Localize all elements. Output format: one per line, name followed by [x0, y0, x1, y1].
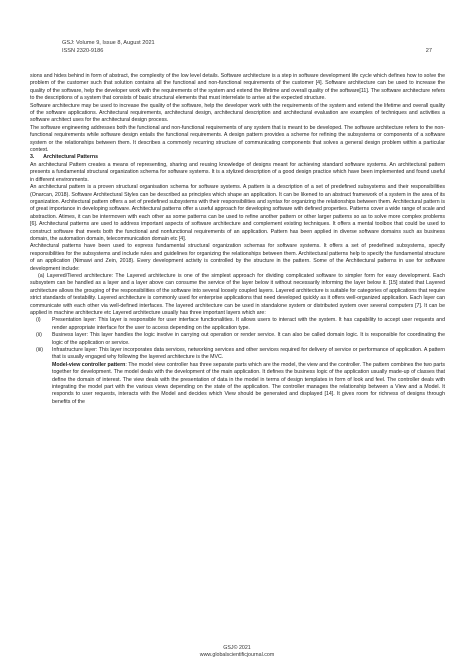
body-paragraph: Software architecture may be used to increase the quality of the software, help the developer work with the requirements of the system and extend the lifetime and overall quality of the software applications. Architectural requirements, architectural design, architectural description and architectural evaluation are examples of techniques and activities a software architect uses for the architectural design process.: [30, 102, 445, 124]
section-heading: [30, 154, 445, 161]
mvc-text: : The model view controller has three separate parts which are the model, the view and the controller. The pattern combines the two parts together for development. The model deals with the development of the main application. It defines the business logic of the application usually made-up of classes that define the domain of interest. The view deals with the presentation of data in the model in terms of design templates in form of look and feel. The controller deals with integrating the model part with the various views depending on the state of the application. The controller manages the relationship between a View and a Model. It responds to user requests, interacts with the Model and decides which View should be generated and displayed [14]. It gives room for richness of designs through benefits of the: [52, 361, 445, 405]
mvc-label: Model-view controller pattern: [52, 361, 126, 368]
body-paragraph: sions and hides behind in form of abstract, the complexity of the low level details. Software architecture is a step in software development life cycle which defines how to solve the problem of the customer such that solution contains all the functional and non-functional requirements of the customer [4]. Software architecture can be used to increase the quality of the software, help the developer work with the requirements of the system and extend the lifetime and overall quality of the software[11]. The software architecture refers to the descriptions of a system that consists of basic structural elements that must interrelate to arrive at the expected structure.: [30, 73, 445, 102]
list-text-body: Infrastructure layer: This layer incorporates data services, networking services and other services required for delivery of service or performance of application. A pattern that is usually engaged why following the layered architecture is the MVC.: [52, 347, 445, 361]
journal-url: www.globalscientificjournal.com: [199, 652, 275, 658]
body-paragraph: An architectural pattern is a proven structural organisation schema for software systems. A pattern is a description of a set of predefined subsystems and their responsibilities (Onarcan, 2018). Software Architectural Styles can be described as principles which shape an application. It can be likened to an abstract framework of a system in the area of its organization. Architectural pattern offers a set of predefined subsystems with their responsibilities and syntax for organizing the relationships between them. Architectural pattern is of great importance in developing software. Architectural patterns offer a useful approach for developing software with defined properties. Patterns cover a wide range of scale and abstraction. Atimes, it can be intermoven with each other as some patterns can be used to refine another pattern or other larger patterns so as to solve more complex problems [6]. Architectural patterns are used to address important aspects of software architecture and complement existing techniques. It offers a mental toolbox that could be used to construct software that meets both the functional and nonfunctional requirements of an application. Pattern has been applied in diverse software domains such as business domain, the automation domain, telecommunication domain etc [4].: [30, 184, 445, 242]
list-item: [30, 317, 445, 332]
copyright: GSJ© 2021: [223, 645, 251, 651]
list-text: Presentation layer: This layer is responsible for user interface functionalities. It allows users to interact with the system. It has capability to accept user requests and render appropriate interface for the user to access depending on the application type.: [52, 317, 445, 331]
article-body: [30, 73, 445, 406]
mvc-paragraph: [52, 362, 445, 406]
page-header: [62, 40, 432, 55]
body-paragraph: Architectural patterns have been used to express fundamental structural organization schemas for software systems. It offers a set of predefined subsystems, specify responsibilities for the subsystems and include rules and guidelines for organizing the relationships between them. Architectural patterns help to specify the fundamental structure of an application (Nimawi and Zein, 2018). Every development activity is controlled by the structure in the pattern. Some of the Architectural patterns in use for software development include:: [30, 243, 445, 272]
page-number: 27: [425, 47, 432, 54]
list-item: [30, 347, 445, 406]
list-text: [52, 347, 445, 406]
section-title: Architectural Patterns: [43, 154, 99, 161]
body-paragraph: An architectural Pattern creates a means of representing, sharing and reusing knowledge of designs meant for achieving standard software systems. An architectural pattern presents a fundamental structural organization schema for software systems. It is a stylized description of a good design practice which have been implemented and found useful in different environments.: [30, 161, 445, 183]
page-footer: [0, 645, 474, 659]
list-marker: (i): [36, 317, 41, 324]
section-number: 3.: [30, 154, 35, 161]
body-paragraph: The software engineering addresses both the functional and non-functional requirements of any system that is meant to be developed. The software architecture refers to the non-functional requirements while software design entails the functional requirements. A design pattern provides a scheme for refining the subsystems or components of a software system or the relationships between them. It describes a commonly recurring structure of communicating components that solves a general design problem within a particular context.: [30, 124, 445, 154]
list-item: [30, 332, 445, 347]
list-marker: (iii): [36, 347, 43, 354]
body-paragraph: (a) Layered/Tiered architecture: The Layered architecture is one of the simplest approach for dividing complicated software to simpler form for easy development. Each subsystem can be handled as a layer and a layer above can consume the service of the layer below it without necessarily informing the layer below it. [15] stated that Layered architecture allows the grouping of the responsibilities of the software into several loosely coupled layers. Layered architecture is suitable for categories of applications that require strict standards of testability. Layered architecture is commonly used for enterprise applications that need developed quickly as it offers well-organized application. Each layer can communicate with each other via well-defined interfaces. The layered architecture can be used in standalone system or distributed system over several computers [7]. It can be applied in machine architecture etc Layered architecture usually has three important layers which are:: [30, 272, 445, 316]
list-marker: (ii): [36, 332, 42, 339]
journal-volume: GSJ: Volume 9, Issue 8, August 2021: [62, 40, 155, 46]
list-text: Business layer: This layer handles the logic involve in carrying out operation or render service. It can also be called domain logic. It is responsible for coordinating the logic of the application or service.: [52, 332, 445, 346]
issn: ISSN 2320-9186: [62, 47, 104, 54]
